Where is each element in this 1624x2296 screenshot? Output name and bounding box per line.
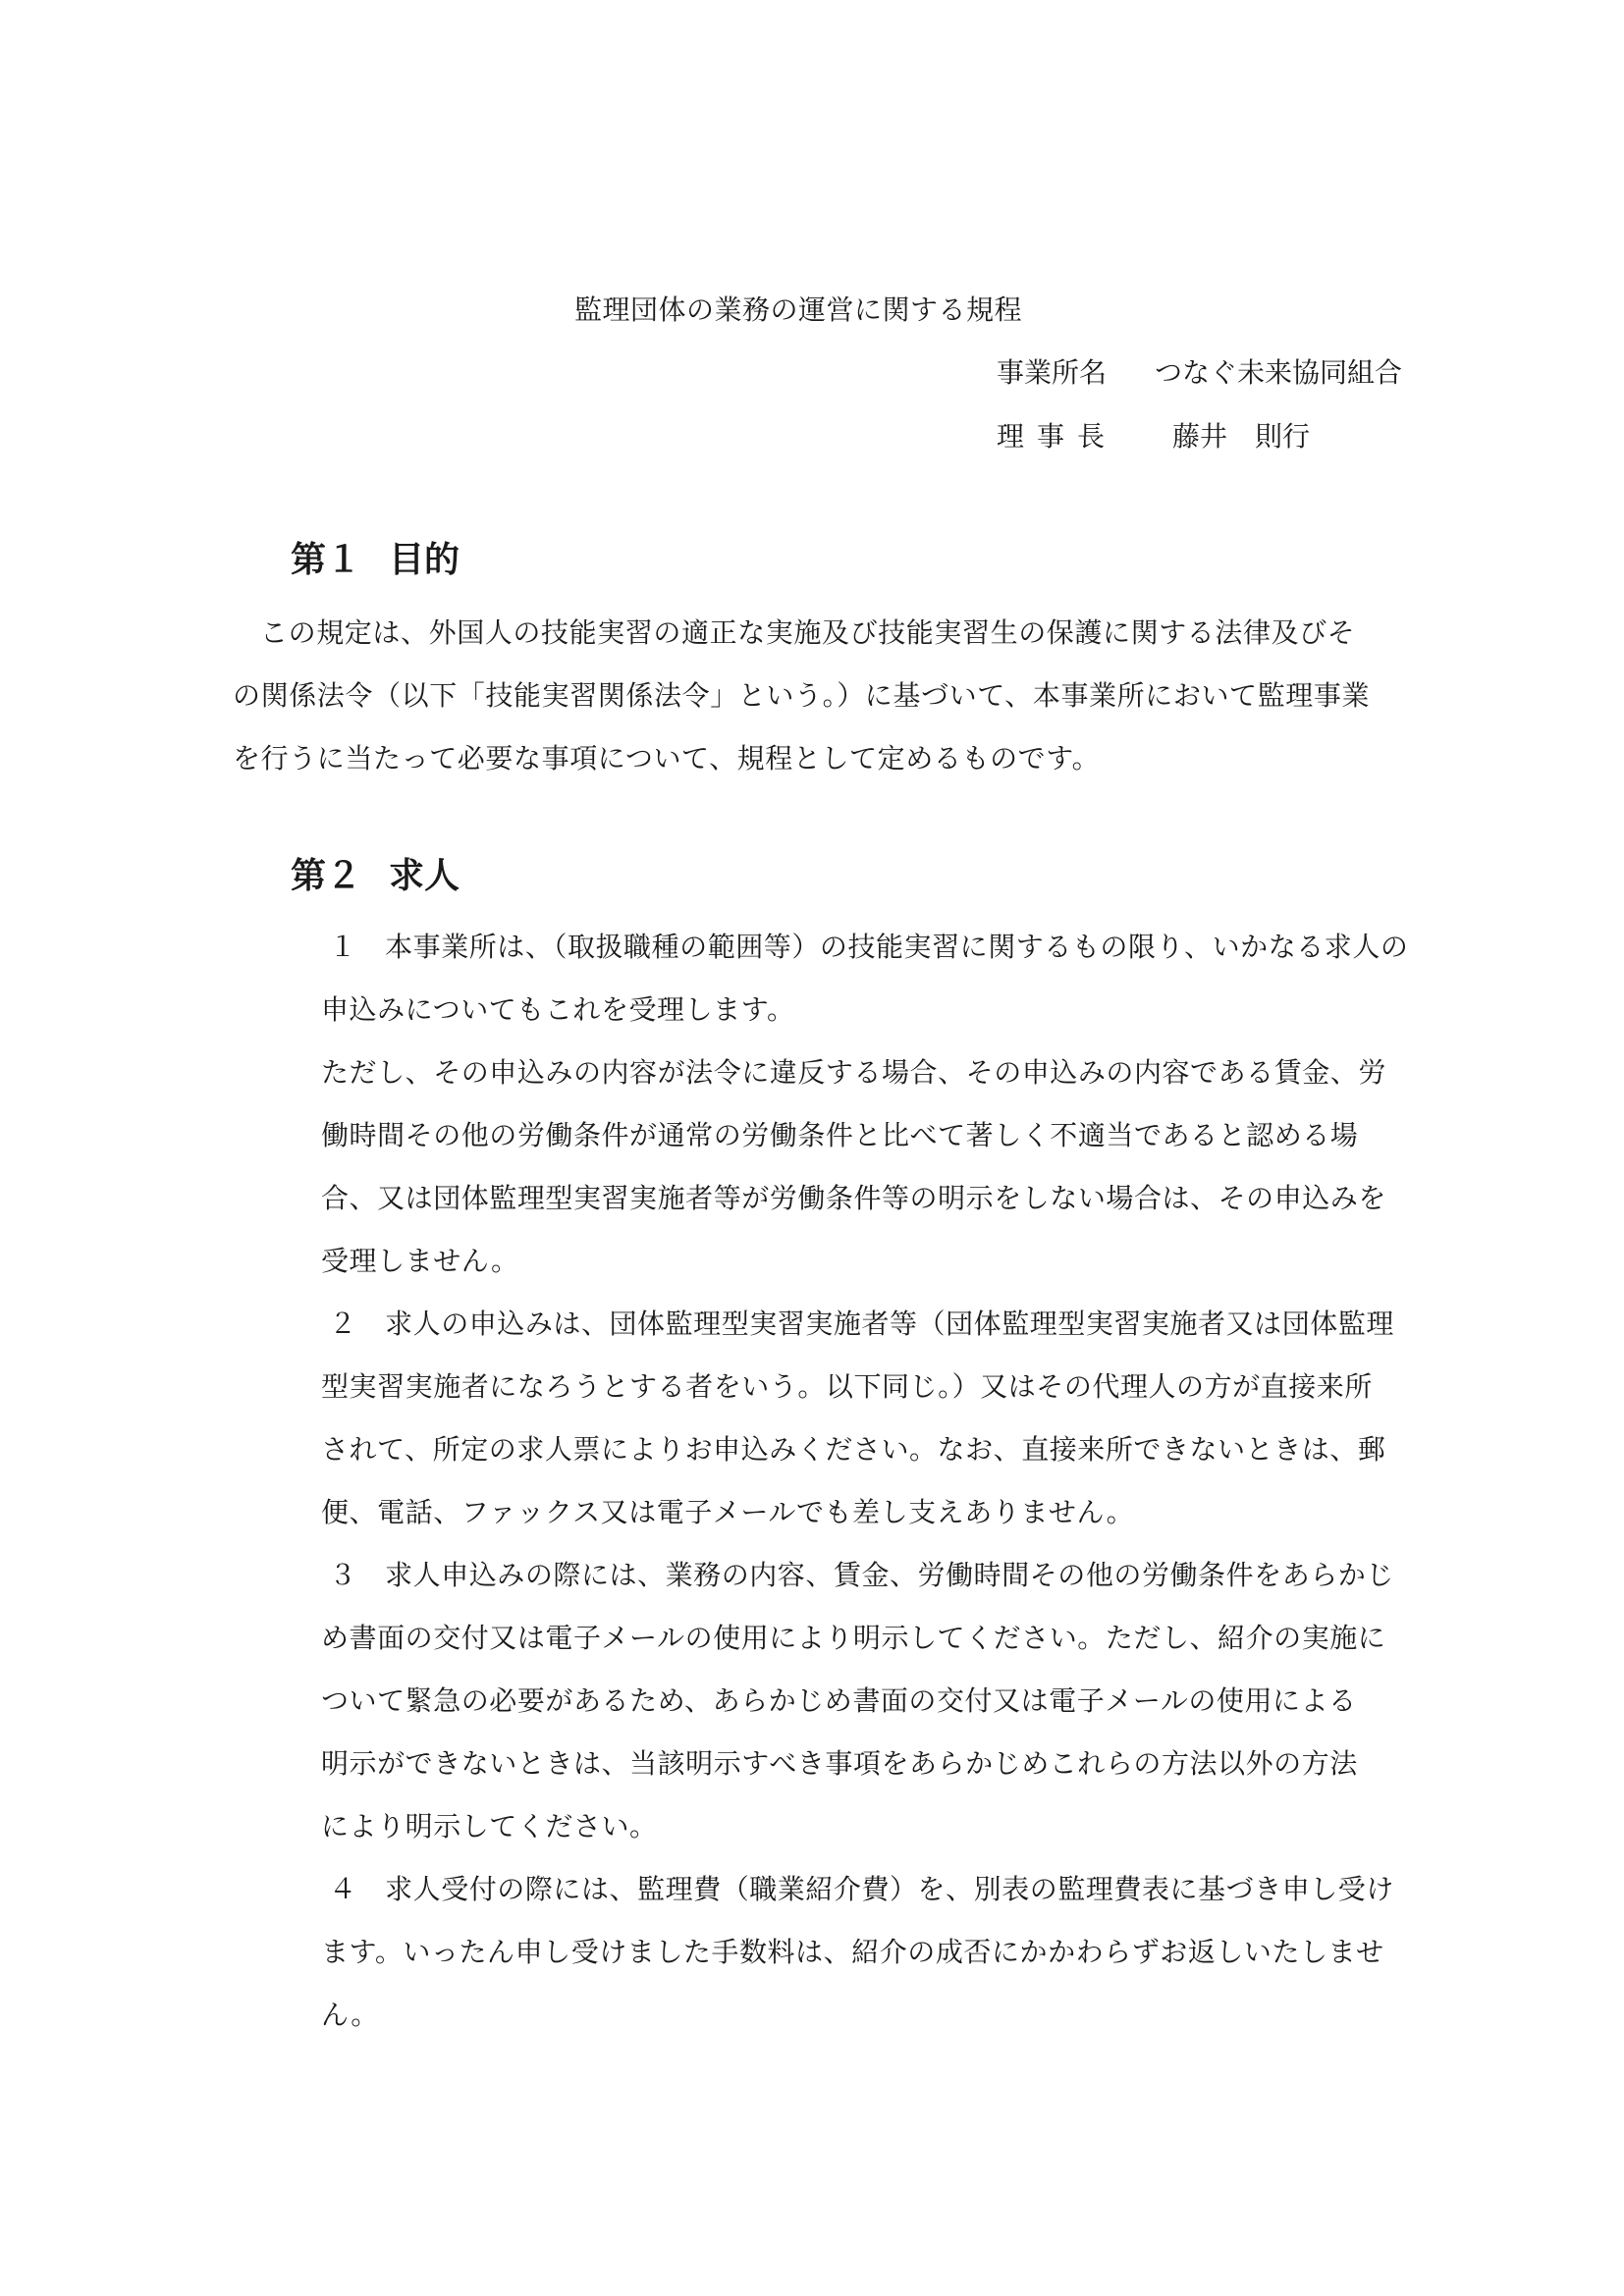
clause-line: ２ 求人の申込みは、団体監理型実習実施者等（団体監理型実習実施者又は団体監理 xyxy=(329,1308,1394,1340)
office-name-row xyxy=(997,353,1402,393)
document-title: 監理団体の業務の運営に関する規程 xyxy=(574,294,1023,326)
paragraph-line: の関係法令（以下「技能実習関係法令」という。）に基づいて、本事業所において監理事業 xyxy=(233,679,1371,712)
clause-line: ただし、その申込みの内容が法令に違反する場合、その申込みの内容である賃金、労 xyxy=(321,1056,1386,1089)
clause-line: ３ 求人申込みの際には、業務の内容、賃金、労働時間その他の労働条件をあらかじ xyxy=(329,1559,1394,1591)
chairman-label: 理事長 xyxy=(997,420,1118,453)
section-heading-job-offer xyxy=(291,853,460,900)
section-number: 第２ xyxy=(291,856,362,896)
clause-line: 明示ができないときは、当該明示すべき事項をあらかじめこれらの方法以外の方法 xyxy=(321,1747,1358,1780)
section-body-job-offer xyxy=(321,916,1409,2047)
clause-line: １ 本事業所は、（取扱職種の範囲等）の技能実習に関するもの限り、いかなる求人の xyxy=(329,931,1409,963)
clause-line: ん。 xyxy=(321,1999,379,2031)
clause-line: 申込みについてもこれを受理します。 xyxy=(321,993,795,1026)
clause-line: により明示してください。 xyxy=(321,1810,658,1842)
section-number: 第１ xyxy=(291,540,362,580)
section-title: 目的 xyxy=(389,540,460,580)
clause-line: ます。いったん申し受けました手数料は、紹介の成否にかかわらずお返しいたしませ xyxy=(321,1936,1384,1968)
clause-line: されて、所定の求人票によりお申込みください。なお、直接来所できないときは、郵 xyxy=(321,1433,1386,1466)
office-name-label: 事業所名 xyxy=(997,356,1108,389)
paragraph-line: を行うに当たって必要な事項について、規程として定めるものです。 xyxy=(233,742,1101,774)
clause-line: 受理しません。 xyxy=(321,1245,519,1277)
office-name-value: つなぐ未来協同組合 xyxy=(1155,356,1403,389)
chairman-name: 藤井 則行 xyxy=(1172,420,1311,453)
clause-line: 型実習実施者になろうとする者をいう。以下同じ。）又はその代理人の方が直接来所 xyxy=(321,1370,1373,1403)
clause-line: 便、電話、ファックス又は電子メールでも差し支えありません。 xyxy=(321,1496,1135,1528)
section-body-purpose xyxy=(233,602,1399,790)
clause-line: め書面の交付又は電子メールの使用により明示してください。ただし、紹介の実施に xyxy=(321,1622,1386,1654)
section-title: 求人 xyxy=(389,856,460,896)
paragraph-line: この規定は、外国人の技能実習の適正な実施及び技能実習生の保護に関する法律及びそ xyxy=(260,616,1356,649)
chairman-row xyxy=(997,417,1310,456)
clause-line: ついて緊急の必要があるため、あらかじめ書面の交付又は電子メールの使用による xyxy=(321,1684,1357,1717)
clause-line: 合、又は団体監理型実習実施者等が労働条件等の明示をしない場合は、その申込みを xyxy=(321,1182,1386,1214)
section-heading-purpose xyxy=(291,537,460,584)
clause-line: 働時間その他の労働条件が通常の労働条件と比べて著しく不適当であると認める場 xyxy=(321,1119,1359,1151)
clause-line: ４ 求人受付の際には、監理費（職業紹介費）を、別表の監理費表に基づき申し受け xyxy=(329,1873,1394,1905)
